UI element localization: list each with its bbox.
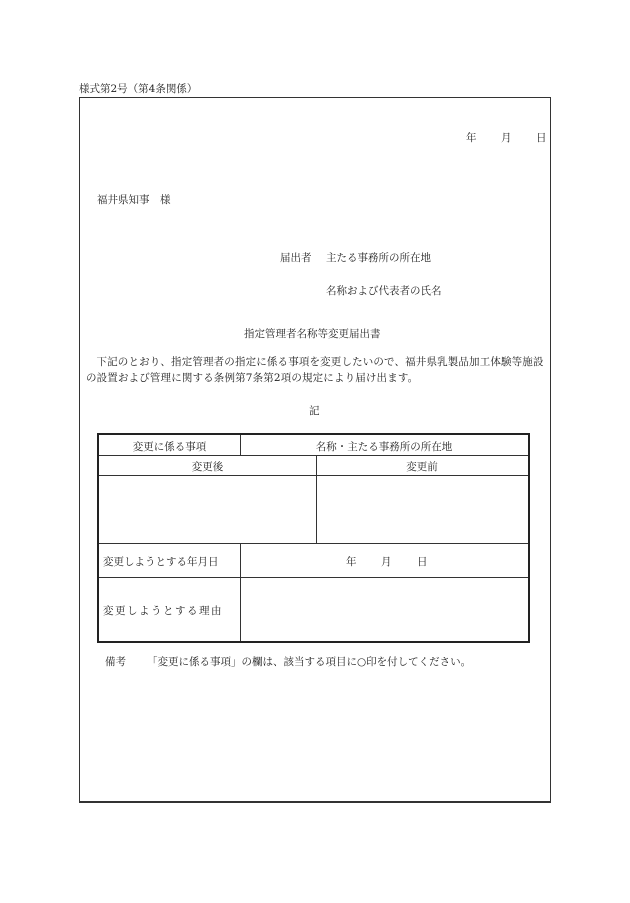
date-year-label: 年 — [466, 132, 477, 144]
document-title: 指定管理者名称等変更届出書 — [244, 328, 381, 340]
table-rule — [99, 455, 528, 456]
change-item-label: 変更に係る事項 — [132, 441, 207, 453]
change-date-year: 年 — [346, 556, 357, 568]
change-item-value: 名称・主たる事務所の所在地 — [315, 441, 453, 453]
body-paragraph: 下記のとおり、指定管理者の指定に係る事項を変更したいので、福井県乳製品加工体験等施設の設置および管理に関する条例第7条第2項の規定により届け出ます。 — [86, 356, 544, 384]
change-reason-label: 変更しようとする理由 — [103, 605, 223, 617]
remark-label: 備考 — [105, 656, 126, 668]
change-date-day: 日 — [417, 556, 428, 568]
before-value-field[interactable] — [320, 481, 524, 539]
date-month-label: 月 — [501, 132, 512, 144]
table-rule — [99, 475, 528, 476]
table-rule — [240, 543, 241, 641]
remark-text: 「変更に係る事項」の欄は、該当する項目に○印を付してください。 — [147, 656, 472, 668]
change-table — [97, 433, 530, 643]
table-rule — [99, 577, 528, 578]
notifier-label: 届出者 — [280, 252, 312, 264]
before-header: 変更前 — [406, 461, 438, 473]
change-date-month: 月 — [381, 556, 392, 568]
change-reason-field[interactable] — [244, 581, 524, 637]
change-date-label: 変更しようとする年月日 — [103, 556, 219, 568]
after-header: 変更後 — [191, 461, 224, 473]
after-value-field[interactable] — [103, 481, 312, 539]
notifier-address-label: 主たる事務所の所在地 — [326, 252, 431, 264]
addressee: 福井県知事 様 — [97, 194, 171, 206]
table-rule — [99, 543, 528, 544]
form-number-label: 様式第2号（第4条関係） — [79, 83, 198, 95]
notifier-name-label: 名称および代表者の氏名 — [326, 285, 442, 297]
date-day-label: 日 — [536, 132, 547, 144]
ki-heading: 記 — [309, 405, 320, 417]
